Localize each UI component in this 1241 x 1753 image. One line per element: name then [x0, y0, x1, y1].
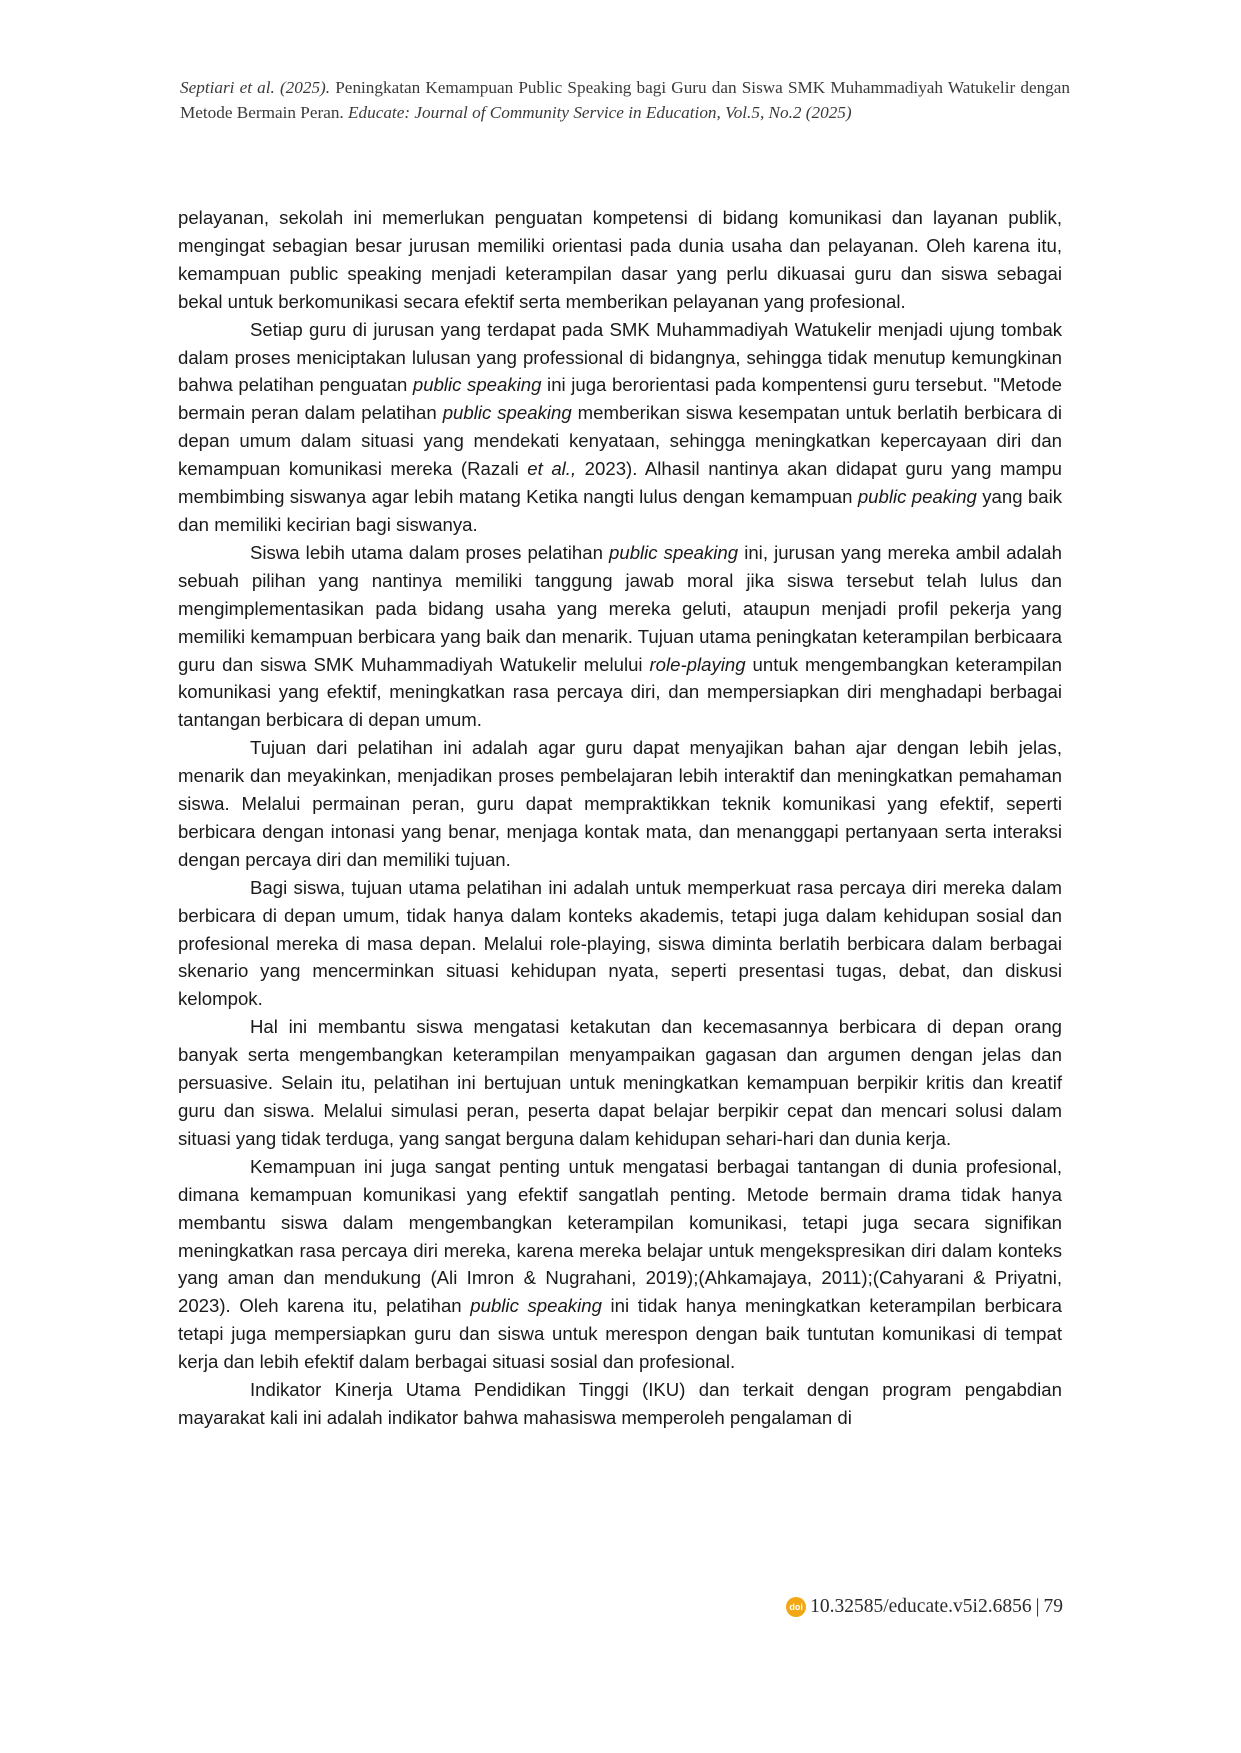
header-authors: Septiari et al. (2025). [180, 78, 331, 97]
paragraph-7: Kemampuan ini juga sangat penting untuk mengatasi berbagai tantangan di dunia profesional, dimana kemampuan komunikasi yang efektif sangatlah penting. Metode bermain drama tidak hanya membantu siswa dalam mengembangkan keterampilan komunikasi, tetapi juga secara signifikan meningkatkan rasa percaya diri mereka, karena mereka belajar untuk mengekspresikan diri dalam konteks yang aman dan mendukung (Ali Imron & Nugrahani, 2019);(Ahkamajaya, 2011);(Cahyarani & Priyatni, 2023). Oleh karena itu, pelatihan public speaking ini tidak hanya meningkatkan keterampilan berbicara tetapi juga mempersiapkan guru dan siswa untuk merespon dengan baik tuntutan komunikasi di tempat kerja dan lebih efektif dalam berbagai situasi sosial dan profesional. [178, 1155, 1062, 1373]
paragraph-6: Hal ini membantu siswa mengatasi ketakutan dan kecemasannya berbicara di depan orang banyak serta mengembangkan keterampilan menyampaikan gagasan dan argumen dengan jelas dan persuasive. Selain itu, pelatihan ini bertujuan untuk meningkatkan kemampuan berpikir kritis dan kreatif guru dan siswa. Melalui simulasi peran, peserta dapat belajar berpikir cepat dan mencari solusi dalam situasi yang tidak terduga, yang sangat berguna dalam kehidupan sehari-hari dan dunia kerja. [178, 1016, 1062, 1149]
header-journal: Educate: Journal of Community Service in Education, Vol.5, No.2 (2025) [348, 102, 852, 122]
running-header [180, 76, 1070, 125]
doi-icon: doi [786, 1597, 806, 1617]
page-number: 79 [1043, 1596, 1063, 1617]
paragraph-5: Bagi siswa, tujuan utama pelatihan ini adalah untuk memperkuat rasa percaya diri mereka dalam berbicara di depan umum, tidak hanya dalam konteks akademis, tetapi juga dalam kehidupan sosial dan profesional mereka di masa depan. Melalui role-playing, siswa diminta berlatih berbicara dalam berbagai skenario yang mencerminkan situasi kehidupan nyata, seperti presentasi tugas, debat, dan diskusi kelompok. [178, 876, 1062, 1010]
paragraph-4: Tujuan dari pelatihan ini adalah agar guru dapat menyajikan bahan ajar dengan lebih jelas, menarik dan meyakinkan, menjadikan proses pembelajaran lebih interaktif dan meningkatkan pemahaman siswa. Melalui permainan peran, guru dapat mempraktikkan teknik komunikasi yang efektif, seperti berbicara dengan intonasi yang benar, menjaga kontak mata, dan menanggapi pertanyaan serta interaksi dengan percaya diri dan memiliki tujuan. [178, 737, 1062, 870]
paragraph-1: pelayanan, sekolah ini memerlukan penguatan kompetensi di bidang komunikasi dan layanan publik, mengingat sebagian besar jurusan memiliki orientasi pada dunia usaha dan pelayanan. Oleh karena itu, kemampuan public speaking menjadi keterampilan dasar yang perlu dikuasai guru dan siswa sebagai bekal untuk berkomunikasi secara efektif serta memberikan pelayanan yang profesional. [178, 207, 1062, 312]
footer-separator: | [1035, 1596, 1040, 1617]
paragraph-3: Siswa lebih utama dalam proses pelatihan public speaking ini, jurusan yang mereka ambil adalah sebuah pilihan yang nantinya memiliki tanggung jawab moral jika siswa tersebut telah lulus dan mengimplementasikan pada bidang usaha yang mereka geluti, ataupun menjadi profil pekerja yang memiliki kemampuan berbicara yang baik dan menarik. Tujuan utama peningkatan keterampilan berbicaara guru dan siswa SMK Muhammadiyah Watukelir melului role-playing untuk mengembangkan keterampilan komunikasi yang efektif, meningkatkan rasa percaya diri, dan mempersiapkan diri menghadapi berbagai tantangan berbicara di depan umum. [178, 541, 1063, 731]
paragraph-2: Setiap guru di jurusan yang terdapat pada SMK Muhammadiyah Watukelir menjadi ujung tombak dalam proses meniciptakan lulusan yang professional di bidangnya, sehingga tidak menutup kemungkinan bahwa pelatihan penguatan public speaking ini juga berorientasi pada kompentensi guru tersebut. "Metode bermain peran dalam pelatihan public speaking memberikan siswa kesempatan untuk berlatih berbicara di depan umum dalam situasi yang mendekati kenyataan, sehingga meningkatkan kepercayaan diri dan kemampuan komunikasi mereka (Razali et al., 2023). Alhasil nantinya akan didapat guru yang mampu membimbing siswanya agar lebih matang Ketika nangti lulus dengan kemampuan public peaking yang baik dan memiliki kecirian bagi siswanya. [178, 318, 1062, 535]
body-text [178, 204, 1062, 1432]
header-title: Peningkatan Kemampuan Public Speaking bagi Guru dan Siswa SMK Muhammadiyah Watukelir dengan Metode Bermain Peran. [180, 78, 1070, 122]
paragraph-8: Indikator Kinerja Utama Pendidikan Tinggi (IKU) dan terkait dengan program pengabdian mayarakat kali ini adalah indikator bahwa mahasiswa memperoleh pengalaman di [178, 1379, 1062, 1428]
doi-link[interactable]: 10.32585/educate.v5i2.6856 [810, 1596, 1032, 1617]
page-footer [786, 1596, 1063, 1618]
